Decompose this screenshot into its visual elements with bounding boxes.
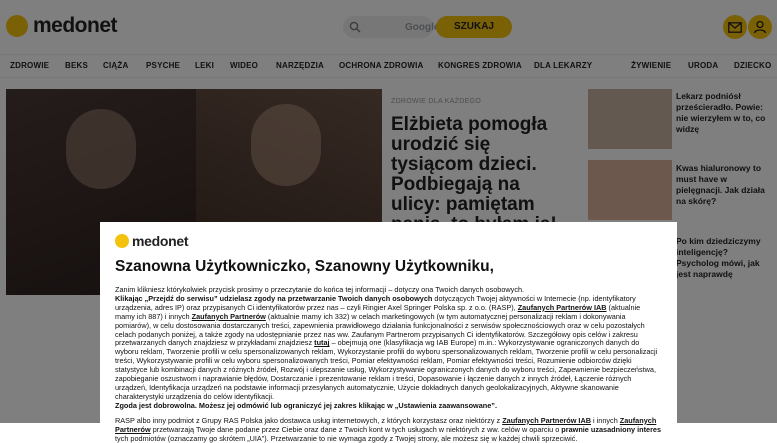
consent-text: (aktualnie mamy ich 332) w celach marketingowych (w tym automatycznej personalizacji reklam i dokonywania pomiarów), w celu dostosowania dostarczanych treści, zapewnienia prawidłowego działania funkcjonalności z serwisów społecznościowych oraz w celu pozostałych celach podanych poniżej, a także zgody na udostępnianie przez nas ww. Zaufanym Partnerom przypisanych Ci identyfikatorów. Szczegółowy opis celów i zakresu przetwarzanych danych znajdziesz w przykładami znajdziesz	[115, 311, 645, 348]
consent-body	[115, 286, 662, 443]
trusted-partners-link[interactable]: Zaufanych Partnerów	[115, 415, 657, 434]
consent-dialog	[100, 222, 677, 443]
consent-heading: Szanowna Użytkowniczko, Szanowny Użytkowniku,	[115, 258, 494, 275]
iab-partners-link[interactable]: Zaufanych Partnerów IAB	[517, 302, 607, 312]
consent-logo-text: medonet	[132, 233, 189, 249]
consent-text: (aktualnie mamy ich 887) i innych	[115, 302, 641, 321]
details-here-link[interactable]: tutaj	[314, 338, 330, 348]
consent-text: Zanim klikniesz którykolwiek przycisk prosimy o przeczytanie do końca tej informacji – dotyczy ona Twoich danych osobowych.	[115, 285, 525, 294]
consent-text: tych podmiotów (oznaczamy go skrótem „UIA”). Przetwarzanie to nie wymaga zgody z Twojej strony, ale możesz się w każdej chwili sprzeciwić.	[115, 433, 578, 443]
iab-partners-link[interactable]: Zaufanych Partnerów IAB	[502, 415, 591, 425]
consent-paragraph	[115, 417, 662, 443]
consent-text: i innych	[590, 415, 620, 425]
consent-text: RASP albo inny podmiot z Grupy RAS Polska jako dostawca usług internetowych, z których korzystasz oraz niektórzy z	[115, 415, 503, 425]
consent-text-bold: prawnie uzasadniony interes	[561, 424, 662, 434]
consent-text: dotyczących Twojej aktywności w Internecie (np. identyfikatory urządzenia, adres IP) oraz przypisanych Ci identyfikatorów przez nas – czyli Ringier Axel Springer Polska sp. z o.o. (RASP),	[115, 293, 636, 312]
consent-text: – obejmują one (klasyfikacja wg IAB Europe) m.in.: Wykorzystywanie ograniczonych danych do wyboru reklam, Tworzenie profili w celu spersonalizowanych reklam, Wykorzystanie profili do wyboru spersonalizowanych reklam, Tworzenie profili w celu personalizacji treści, Wykorzystywanie profili w celu wyboru spersonalizowanych treści, Pomiar efektywności reklam, Pomiar efektywności treści, Rozumienie odbiorców dzięki statystyce lub kombinacji danych z różnych źródeł, Rozwój i ulepszanie usług, Wykorzystywanie ograniczonych danych do wyboru treści, Zapewnienie bezpieczeństwa, zapobieganie oszustwom i naprawianie błędów, Dostarczanie i prezentowanie reklam i treści, Dopasowanie i łączenie danych z innych źródeł, Łączenie różnych urządzeń, Identyfikacja urządzeń na podstawie informacji przesyłanych automatycznie, Użycie dokładnych danych geolokalizacyjnych, Aktywne skanowanie charakterystyki urządzenia do celów identyfikacji.	[115, 338, 658, 401]
consent-paragraph	[115, 402, 662, 411]
consent-voluntary-text: Zgoda jest dobrowolna. Możesz jej odmówić lub ograniczyć jej zakres klikając w „Ustawienia zaawansowane”.	[115, 400, 497, 410]
logo-mark-icon	[115, 234, 129, 248]
consent-paragraph	[115, 286, 662, 402]
consent-logo	[115, 233, 662, 249]
consent-text-bold: Klikając „Przejdź do serwisu” udzielasz zgody na przetwarzanie Twoich danych osobowych	[115, 293, 433, 303]
trusted-partners-link[interactable]: Zaufanych Partnerów	[191, 311, 266, 321]
consent-text: przetwarzają Twoje dane podane przez Ciebie oraz dane z Twoich kont w tych usługach w niektórych z ww. celów w oparciu o	[150, 424, 562, 434]
